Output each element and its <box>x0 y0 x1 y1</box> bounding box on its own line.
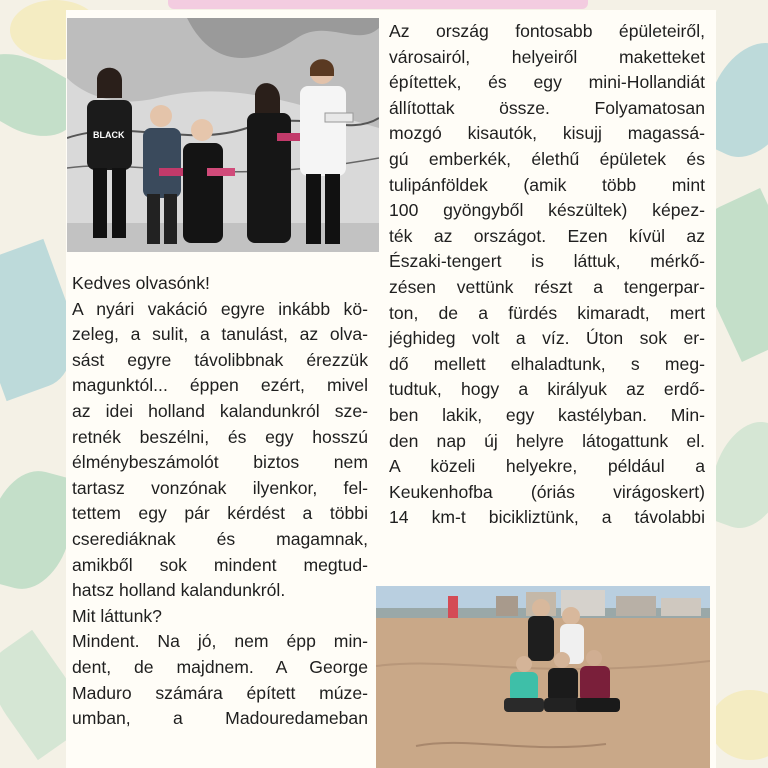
paragraph-line: városairól, helyeiről maketteket <box>389 46 705 67</box>
paragraph-line: Az ország fontosabb épületeiről, <box>389 21 705 41</box>
paragraph-line: hatsz holland kalandunkról. <box>72 580 286 601</box>
greeting: Kedves olvasónk! <box>72 273 210 293</box>
laser-tag-group-photo <box>67 18 379 252</box>
section-question: Mit láttunk? <box>72 605 162 626</box>
paragraph-line: gú emberkék, élethű épületek és <box>389 148 705 169</box>
paragraph-line: magunktól... éppen ezért, mivel <box>72 375 368 396</box>
paragraph-line: jéghideg volt a víz. Úton sok er- <box>389 328 705 349</box>
paragraph-line: Keukenhofba (óriás virágoskert) <box>389 481 705 502</box>
paragraph-line: tettem egy pár kérdést a többi <box>72 503 368 524</box>
header-accent-bar <box>168 0 588 9</box>
paragraph-line: élménybeszámolót biztos nem <box>72 452 368 473</box>
paragraph-line: dő mellett elhaladtunk, s meg- <box>389 353 705 374</box>
flower-decoration <box>710 690 768 760</box>
paragraph-line: umban, a Madouredameban <box>72 708 368 729</box>
paragraph-line: Maduro számára épített múze- <box>72 682 368 703</box>
paragraph-line: ben lakik, egy kastélyban. Min- <box>389 404 705 425</box>
paragraph-line: A közeli helyekre, például a <box>389 456 705 477</box>
paragraph-line: ték az országot. Ezen kívül az <box>389 225 705 246</box>
tshirt-text: BLACK <box>93 130 125 140</box>
paragraph-line: tartasz vonzónak ilyenkor, fel- <box>72 477 368 498</box>
paragraph-line: zeleg, a sulit, a tanulást, az olva- <box>72 324 368 345</box>
paragraph-line: tudtuk, hogy a királyuk az erdő- <box>389 379 705 400</box>
paragraph-line: 14 km-t bicikliztünk, a távolabbi <box>389 507 705 528</box>
paragraph-line: zésen vettünk részt a tengerpar- <box>389 276 705 297</box>
paragraph-line: amikből sok mindent megtud- <box>72 554 368 575</box>
paragraph-line: retnék beszélni, és egy hosszú <box>72 426 368 447</box>
paragraph-line: ton, de a fürdés kimaradt, mert <box>389 302 705 323</box>
paragraph-line: den nap új helyre látogattunk el. <box>389 430 705 451</box>
paragraph-line: 100 gyöngyből készültek) képez- <box>389 200 705 221</box>
paragraph-line: az idei holland kalandunkról sze- <box>72 400 368 421</box>
paragraph-line: Északi-tengert is láttuk, mérkő- <box>389 251 705 272</box>
paragraph-line: építettek, és egy mini-Hollandiát <box>389 72 705 93</box>
left-text-column <box>72 271 368 732</box>
paragraph-line: A nyári vakáció egyre inkább kö- <box>72 298 368 319</box>
paragraph-line: mozgó kisautók, kisujj magassá- <box>389 123 705 144</box>
paragraph-line: állítottak össze. Folyamatosan <box>389 97 705 118</box>
paragraph-line: Mindent. Na jó, nem épp min- <box>72 631 368 652</box>
paragraph-line: sást egyre távolibbnak érezzük <box>72 349 368 370</box>
right-text-column <box>389 19 705 531</box>
paragraph-line: cserediáknak és magamnak, <box>72 528 368 549</box>
paragraph-line: dent, de majdnem. A George <box>72 656 368 677</box>
paragraph-line: tulipánföldek (amik több mint <box>389 174 705 195</box>
beach-group-photo <box>376 586 710 768</box>
